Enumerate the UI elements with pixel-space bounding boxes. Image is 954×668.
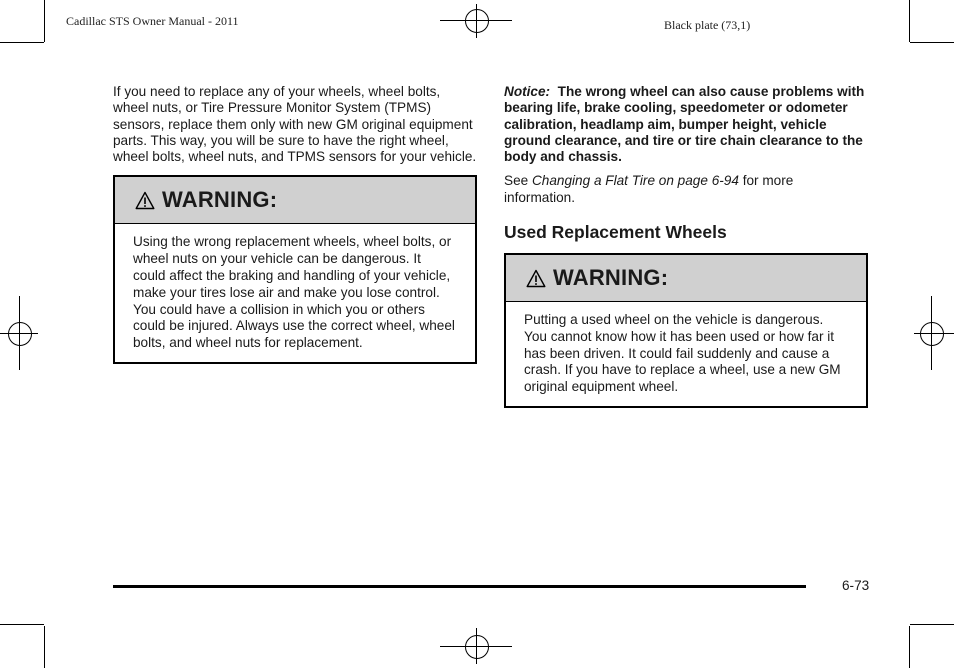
notice-label: Notice: (504, 84, 551, 99)
warning-title: WARNING: (553, 265, 669, 291)
crop-mark (910, 624, 954, 625)
crop-mark (44, 0, 45, 42)
warning-header (506, 255, 866, 302)
warning-triangle-icon (526, 269, 546, 288)
warning-triangle-icon (135, 191, 155, 210)
see-prefix: See (504, 173, 529, 189)
right-column (504, 84, 868, 408)
warning-title: WARNING: (162, 187, 278, 213)
crop-mark (909, 626, 910, 668)
plate-label: Black plate (73,1) (664, 18, 751, 32)
crop-mark (909, 0, 910, 42)
manual-title: Cadillac STS Owner Manual - 2011 (66, 14, 239, 28)
notice-paragraph (504, 84, 868, 165)
warning-box (504, 253, 868, 408)
section-title: Used Replacement Wheels (504, 222, 727, 243)
left-column (113, 84, 477, 364)
warning-box (113, 175, 477, 364)
intro-paragraph: If you need to replace any of your wheels, wheel bolts, wheel nuts, or Tire Pressure Monitor System (TPMS) sensors, replace them only with new GM original equipment parts. This way, you will be sure to have the right wheel, wheel bolts, wheel nuts, and TPMS sensors for your vehicle. (113, 84, 477, 165)
notice-text: The wrong wheel can also cause problems with bearing life, brake cooling, speedometer or odometer calibration, headlamp aim, bumper height, vehicle ground clearance, and tire or tire chain clearance to the body and chassis. (504, 84, 865, 165)
crop-mark (0, 42, 44, 43)
see-suffix: for more information. (504, 173, 794, 205)
footer-rule (113, 585, 806, 588)
warning-header (115, 177, 475, 224)
page-number: 6-73 (842, 578, 870, 593)
crop-mark (910, 42, 954, 43)
warning-text: Using the wrong replacement wheels, wheel bolts, or wheel nuts on your vehicle can be dangerous. It could affect the braking and handling of your vehicle, make your tires lose air and make you lose control. You could have a collision in which you or others could be injured. Always use the correct wheel, wheel bolts, and wheel nuts for replacement. (133, 234, 455, 351)
crop-mark (44, 626, 45, 668)
warning-text: Putting a used wheel on the vehicle is dangerous. You cannot know how it has been used or how far it has been driven. It could fail suddenly and cause a crash. If you have to replace a wheel, use a new GM original equipment wheel. (524, 312, 841, 395)
cross-reference-link[interactable]: Changing a Flat Tire on page 6-94 (531, 173, 739, 189)
crop-mark (0, 624, 44, 625)
see-reference (504, 173, 868, 206)
